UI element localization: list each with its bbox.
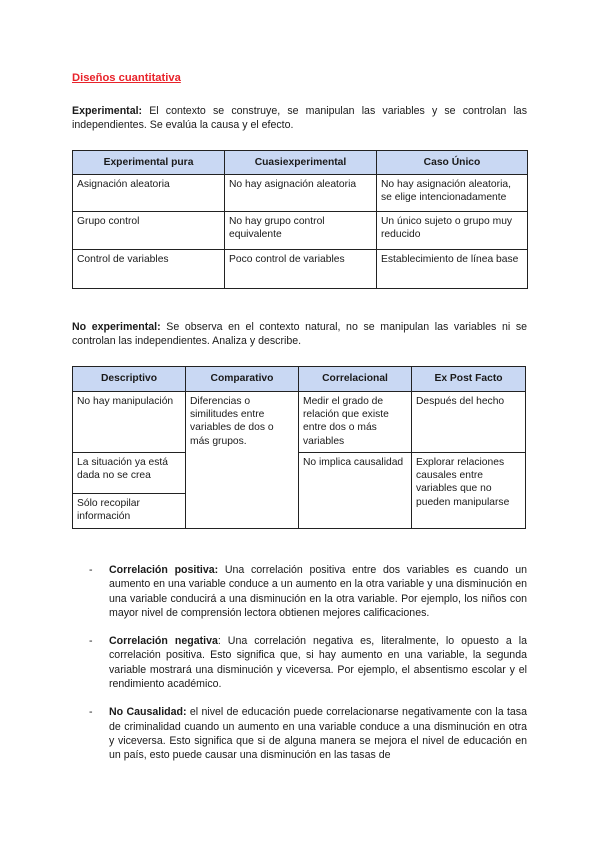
bullet-text: Una correlación positiva entre dos variables es cuando un aumento en una variable conduce a un aumento en la otra variable y una disminución en una variable conducirá a una disminución en la otra variable. Por ejemplo, los niños con mayor nivel de comprensión lectora obtienen mejores calificaciones. (109, 564, 527, 619)
no-experimental-table (72, 366, 526, 529)
table-cell: Establecimiento de línea base (377, 250, 528, 289)
table-header-cell: Ex Post Facto (412, 367, 526, 392)
experimental-paragraph (72, 104, 527, 133)
list-item (72, 634, 527, 691)
table-cell: Explorar relaciones causales entre variables que no pueden manipularse (412, 453, 526, 529)
table-row (73, 453, 526, 494)
table-row (73, 175, 528, 212)
bullet-text: el nivel de educación puede correlacionarse negativamente con la tasa de criminalidad cuando un aumento en una variable conduce a una disminución en otra y viceversa. Esto significa que si de alguna manera se mejora el nivel de educación en un país, esto puede causar una disminución en las tasas de (109, 706, 527, 762)
table-cell: Asignación aleatoria (73, 175, 225, 212)
bullet-text: : Una correlación negativa es, literalmente, lo opuesto a la correlación positiva. Esto significa que, si hay aumento en una variable, la segunda variable mostrará una disminución y viceversa. Por ejemplo, el absentismo escolar y el rendimiento académico. (109, 635, 528, 691)
list-item (72, 563, 527, 620)
bullet-label: No Causalidad: (109, 706, 187, 719)
table-header-cell: Comparativo (186, 367, 299, 392)
table-cell: Medir el grado de relación que existe entre dos o más variables (299, 392, 412, 453)
bullet-dash: - (89, 564, 93, 576)
table-cell: No hay manipulación (73, 392, 186, 453)
table-cell: Diferencias o similitudes entre variables de dos o más grupos. (186, 392, 299, 529)
experimental-label: Experimental: (72, 105, 143, 117)
table-header-cell: Experimental pura (73, 151, 225, 175)
table-cell: No hay grupo control equivalente (225, 212, 377, 250)
table-cell: No implica causalidad (299, 453, 412, 529)
no-experimental-paragraph (72, 320, 527, 349)
table-cell: Un único sujeto o grupo muy reducido (377, 212, 528, 250)
table-cell: La situación ya está dada no se crea (73, 453, 186, 494)
experimental-table (72, 150, 528, 289)
table-cell: Control de variables (73, 250, 225, 289)
table-cell: No hay asignación aleatoria (225, 175, 377, 212)
table-cell: Grupo control (73, 212, 225, 250)
bullet-label: Correlación positiva: (109, 564, 219, 576)
table-cell: Después del hecho (412, 392, 526, 453)
bullet-label: Correlación negativa (109, 635, 218, 648)
table-header-cell: Descriptivo (73, 367, 186, 392)
bullet-dash: - (89, 635, 93, 648)
table-header-cell: Caso Único (377, 151, 528, 175)
list-item (72, 705, 527, 762)
table-cell: Sólo recopilar información (73, 494, 186, 529)
table-row (73, 212, 528, 250)
table-row (73, 392, 526, 453)
bullet-list (72, 563, 527, 777)
table-header-cell: Correlacional (299, 367, 412, 392)
bullet-dash: - (89, 706, 93, 719)
no-experimental-text: Se observa en el contexto natural, no se manipulan las variables ni se controlan las independientes. Analiza y describe. (72, 321, 528, 348)
table-header-cell: Cuasiexperimental (225, 151, 377, 175)
section-title: Diseños cuantitativa (72, 72, 181, 84)
table-row (73, 250, 528, 289)
table-cell: No hay asignación aleatoria, se elige intencionadamente (377, 175, 528, 212)
no-experimental-label: No experimental: (72, 321, 161, 333)
experimental-text: El contexto se construye, se manipulan las variables y se controlan las independientes. Se evalúa la causa y el efecto. (72, 105, 527, 132)
table-cell: Poco control de variables (225, 250, 377, 289)
